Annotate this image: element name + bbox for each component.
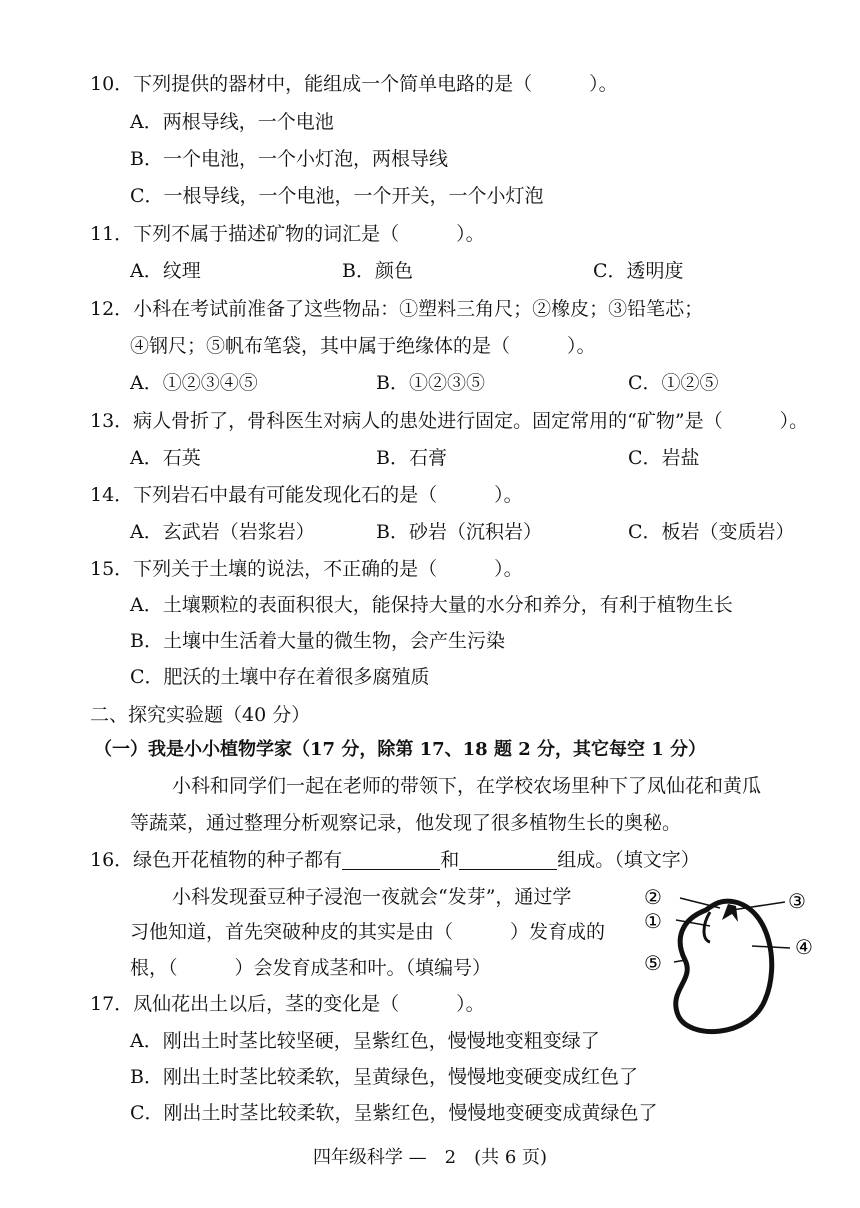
q11-option-b: B．颜色 xyxy=(342,260,413,282)
question-11: 11．下列不属于描述矿物的词汇是（ ）。 xyxy=(90,223,485,245)
seed-outline xyxy=(676,901,772,1031)
q14-option-b: B．砂岩（沉积岩） xyxy=(376,521,542,543)
q17-option-b: B．刚出土时茎比较柔软，呈黄绿色，慢慢地变硬变成红色了 xyxy=(130,1066,638,1088)
q13-option-c: C．岩盐 xyxy=(628,447,700,469)
pointer-4 xyxy=(752,946,790,948)
question-14: 14．下列岩石中最有可能发现化石的是（ ）。 xyxy=(90,484,523,506)
intro-line-2: 等蔬菜，通过整理分析观察记录，他发现了很多植物生长的奥秘。 xyxy=(130,812,682,834)
q16-paragraph-line3: 根，（ ）会发育成茎和叶。（填编号） xyxy=(130,957,492,979)
question-17: 17．凤仙花出土以后，茎的变化是（ ）。 xyxy=(90,993,485,1015)
q13-option-b: B．石膏 xyxy=(376,447,447,469)
label-3: ③ xyxy=(788,889,806,913)
question-13: 13．病人骨折了，骨科医生对病人的患处进行固定。固定常用的“矿物”是（ ）。 xyxy=(90,410,809,432)
q15-option-b: B．土壤中生活着大量的微生物，会产生污染 xyxy=(130,630,505,652)
q16-paragraph-line1: 小科发现蚕豆种子浸泡一夜就会“发芽”，通过学 xyxy=(172,886,572,908)
question-12-line2: ④钢尺；⑤帆布笔袋，其中属于绝缘体的是（ ）。 xyxy=(130,335,596,357)
q10-option-a: A．两根导线，一个电池 xyxy=(130,111,334,133)
label-1: ① xyxy=(644,909,662,933)
q16-blank-1[interactable] xyxy=(342,849,440,870)
q12-option-a: A．①②③④⑤ xyxy=(130,372,258,394)
q12-option-c: C．①②⑤ xyxy=(628,372,719,394)
q16-text-a: 16．绿色开花植物的种子都有 xyxy=(90,849,343,871)
question-16 xyxy=(90,847,700,873)
q14-option-a: A．玄武岩（岩浆岩） xyxy=(130,521,315,543)
label-2: ② xyxy=(644,885,662,909)
label-5: ⑤ xyxy=(644,951,662,975)
q11-option-a: A．纹理 xyxy=(130,260,201,282)
subsection-1-title: （一）我是小小植物学家（17 分，除第 17、18 题 2 分，其它每空 1 分） xyxy=(94,739,707,760)
q10-option-c: C．一根导线，一个电池，一个开关，一个小灯泡 xyxy=(130,185,544,207)
q15-option-c: C．肥沃的土壤中存在着很多腐殖质 xyxy=(130,666,430,688)
question-15: 15．下列关于土壤的说法，不正确的是（ ）。 xyxy=(90,558,523,580)
q17-option-c: C．刚出土时茎比较柔软，呈紫红色，慢慢地变硬变成黄绿色了 xyxy=(130,1102,658,1124)
q16-paragraph-line2: 习他知道，首先突破种皮的其实是由（ ）发育成的 xyxy=(130,921,606,943)
intro-line-1: 小科和同学们一起在老师的带领下，在学校农场里种下了凤仙花和黄瓜 xyxy=(172,775,762,797)
question-12-line1: 12．小科在考试前准备了这些物品：①塑料三角尺；②橡皮；③铅笔芯； xyxy=(90,298,704,320)
q13-option-a: A．石英 xyxy=(130,447,201,469)
q10-option-b: B．一个电池，一个小灯泡，两根导线 xyxy=(130,148,448,170)
q17-option-a: A．刚出土时茎比较坚硬，呈紫红色，慢慢地变粗变绿了 xyxy=(130,1030,600,1052)
q16-blank-2[interactable] xyxy=(459,849,557,870)
plumule-shape xyxy=(722,904,738,922)
q16-text-b: 和 xyxy=(440,849,460,871)
q11-option-c: C．透明度 xyxy=(593,260,684,282)
bean-seed-diagram xyxy=(640,880,825,1040)
label-4: ④ xyxy=(795,935,813,959)
q14-option-c: C．板岩（变质岩） xyxy=(628,521,795,543)
q12-option-b: B．①②③⑤ xyxy=(376,372,485,394)
q16-text-c: 组成。（填文字） xyxy=(557,849,700,871)
question-10: 10．下列提供的器材中，能组成一个简单电路的是（ ）。 xyxy=(90,73,618,95)
q15-option-a: A．土壤颗粒的表面积很大，能保持大量的水分和养分，有利于植物生长 xyxy=(130,594,733,616)
section-2-title: 二、探究实验题（40 分） xyxy=(90,704,311,726)
radicle-shape xyxy=(704,912,710,942)
page-footer: 四年级科学 — 2 (共 6 页) xyxy=(312,1147,548,1168)
